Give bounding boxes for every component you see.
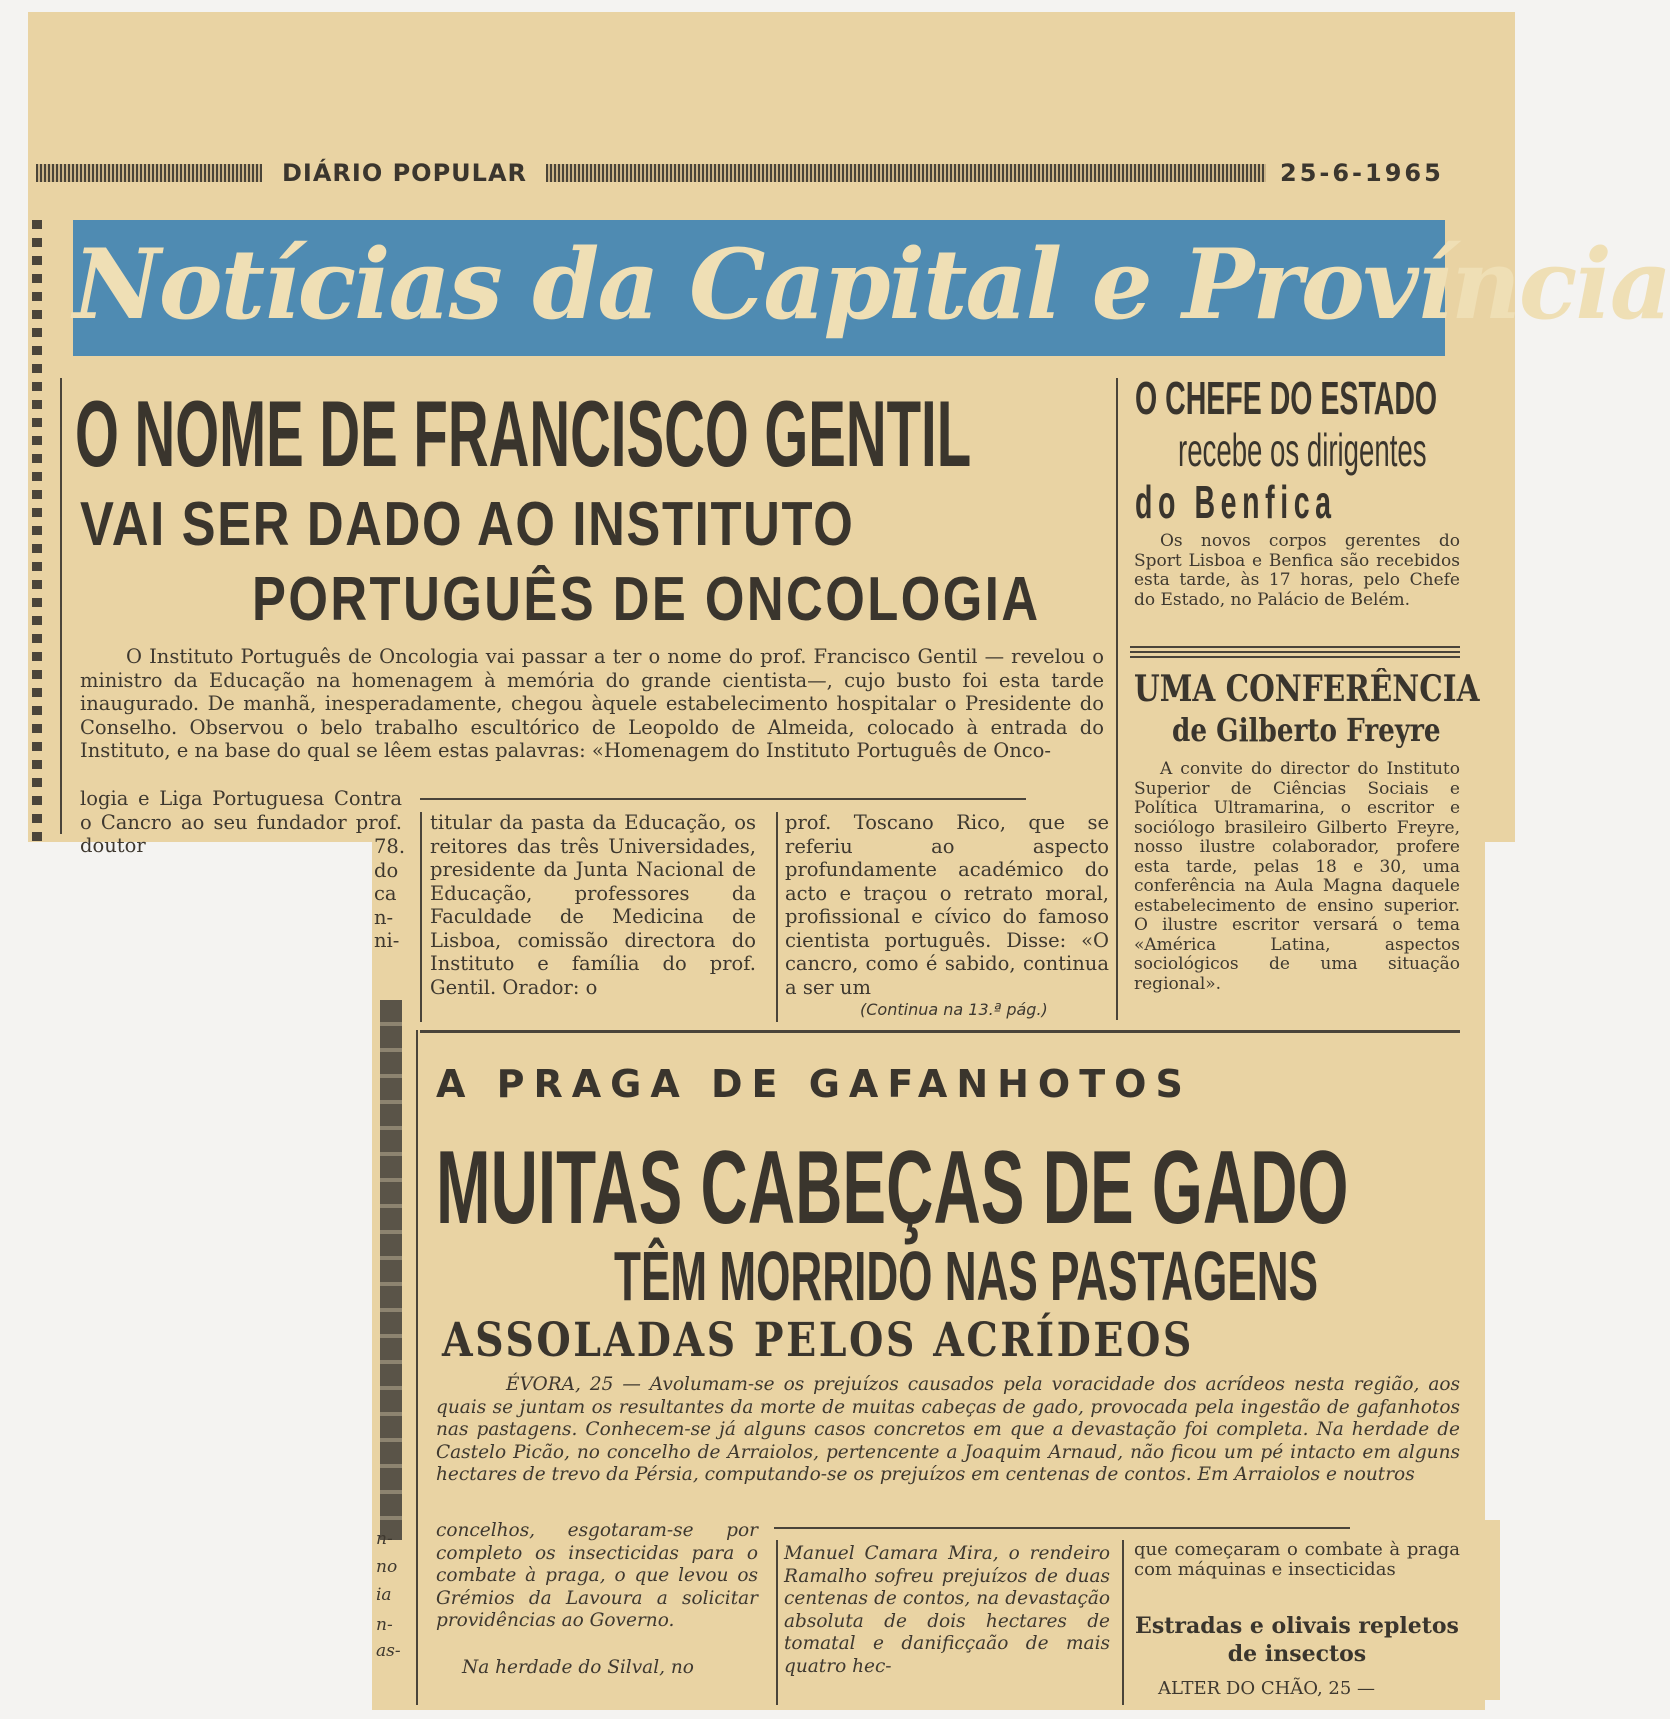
locust-headline-1: MUITAS CABEÇAS DE GADO [436,1130,1349,1246]
clipping-paper-tab [1470,1520,1500,1700]
locust-lead-paragraph: ÉVORA, 25 — Avolumam-se os prejuízos causados pela voracidade dos acrídeos nesta região, aos quais se juntam os resultantes da morte de muitas cabeças de gado, provocada pela ingestão de gafanhotos nas pastagens. Conhecem-se já alguns casos concretos em que a devastação foi completa. Na herdade de Castelo Picão, no concelho de Arraiolos, pertencente a Joaquim Arnaud, não ficou um pé intacto em alguns hectares de trevo da Pérsia, computando-se os prejuízos em centenas de contos. Em Arraiolos e noutros [436,1374,1460,1485]
locust-col-mid: Manuel Camara Mira, o rendeiro Ramalho sofreu prejuízos de duas centenas de contos, na devastação absoluta de dois hectares de tomatal e danificçaão de mais quatro hec- [784,1543,1110,1677]
locust-fragment-1: n- [376,1529,393,1549]
rule-locust-top [420,1030,1460,1033]
masthead-rule-right [546,164,1266,182]
locust-kicker: A PRAGA DE GAFANHOTOS [436,1062,1192,1106]
locust-col-left-2: Na herdade do Silval, no [462,1657,694,1678]
rule-col-2 [776,812,778,1022]
sidebar-rule-2 [1130,651,1460,653]
locust-headline-2: TÊM MORRIDO NAS PASTAGENS [614,1237,1318,1315]
sidebar-rule-3 [1130,656,1460,658]
masthead-rule-left [36,164,262,182]
rule-locust-left [416,1030,418,1705]
locust-fragment-2: no [376,1557,398,1577]
torn-edge-strip [380,1000,402,1540]
locust-fragment-5: as- [376,1641,401,1661]
sidebar2-body: A convite do director do Instituto Superior de Ciências Sociais e Política Ultramarina, o escritor e sociólogo brasileiro Gilberto Freyre, nosso ilustre colaborador, profere esta tarde, pelas 18 e 30, uma conferência na Aula Magna daquele estabelecimento de ensino superior. O ilustre escritor versará o tema «América Latina, aspectos sociológicos de uma situação regional». [1134,759,1460,994]
sidebar1-headline-2: recebe os dirigentes [1178,424,1427,476]
locust-col-right: que começaram o combate à praga com máquinas e insecticidas [1134,1539,1460,1580]
masthead-newspaper: DIÁRIO POPULAR [282,159,528,187]
rule-locust-col-2 [1122,1540,1124,1705]
sidebar2-headline-2: de Gilberto Freyre [1172,711,1441,749]
main-col-left: logia e Liga Portuguesa Contra o Cancro ao seu fundador prof. doutor [80,787,402,857]
main-headline-2: VAI SER DADO AO INSTITUTO [80,490,855,559]
locust-subheading: Estradas e olivais repletos de insectos [1135,1613,1459,1667]
locust-dateline: ALTER DO CHÃO, 25 — [1158,1678,1376,1699]
fragment-2: do [374,859,399,882]
locust-col-left: concelhos, esgotaram-se por completo os insecticidas para o combate à praga, o que levou os Grémios da Lavoura a solicitar providências ao Governo. [436,1520,758,1631]
locust-fragment-3: ia [376,1585,392,1605]
main-headline-3: PORTUGUÊS DE ONCOLOGIA [252,565,1041,634]
sidebar1-body: Os novos corpos gerentes do Sport Lisboa e Benfica são recebidos esta tarde, às 17 horas, pelo Chefe do Estado, no Palácio de Belém. [1134,531,1460,610]
main-headline-1: O NOME DE FRANCISCO GENTIL [75,381,972,486]
masthead-date: 25-6-1965 [1280,159,1444,187]
sidebar1-headline-1: O CHEFE DO ESTADO [1135,372,1438,424]
sidebar1-headline-3: do Benfica [1135,476,1337,528]
rule-locust-split [774,1527,1350,1529]
fragment-5: ni- [374,929,400,952]
rule-lead-split [420,798,1026,800]
locust-headline-3: ASSOLADAS PELOS ACRÍDEOS [442,1313,1194,1368]
banner-title: Notícias da Capital e Província [73,228,1670,341]
rule-left-main [60,378,62,834]
fragment-4: n- [374,906,394,929]
rule-col-1 [420,812,422,1022]
main-col-right: prof. Toscano Rico, que se referiu ao aspecto profundamente académico do acto e traçou o retrato moral, profissional e cívico do famoso cientista português. Disse: «O cancro, como é sabido, continua a ser um [785,811,1109,999]
main-lead-paragraph: O Instituto Português de Oncologia vai passar a ter o nome do prof. Francisco Gentil — revelou o ministro da Educação na homenagem à memória do grande cientista—, cujo busto foi esta tarde inaugurado. De manhã, inesperadamente, chegou àquele estabelecimento hospitalar o Presidente do Conselho. Observou o belo trabalho escultórico de Leopoldo de Almeida, colocado à entrada do Instituto, e na base do qual se lêem estas palavras: «Homenagem do Instituto Português de Onco- [80,645,1104,762]
sidebar2-headline-1: UMA CONFERÊNCIA [1134,668,1480,710]
rule-sidebar [1116,378,1118,1020]
fragment-3: ca [374,882,397,905]
sidebar-rule-1 [1130,646,1460,648]
section-banner [73,220,1670,356]
locust-fragment-4: n- [376,1615,393,1635]
rule-locust-col-1 [776,1540,778,1705]
fragment-1: 78. [374,835,406,858]
continued-note: (Continua na 13.ª pág.) [860,1000,1048,1019]
dotted-border-left [32,220,42,845]
main-col-mid: titular da pasta da Educação, os reitores das três Universidades, presidente da Junta Nacional de Educação, professores da Faculdade de Medicina de Lisboa, comissão directora do Instituto e família do prof. Gentil. Orador: o [430,811,756,999]
